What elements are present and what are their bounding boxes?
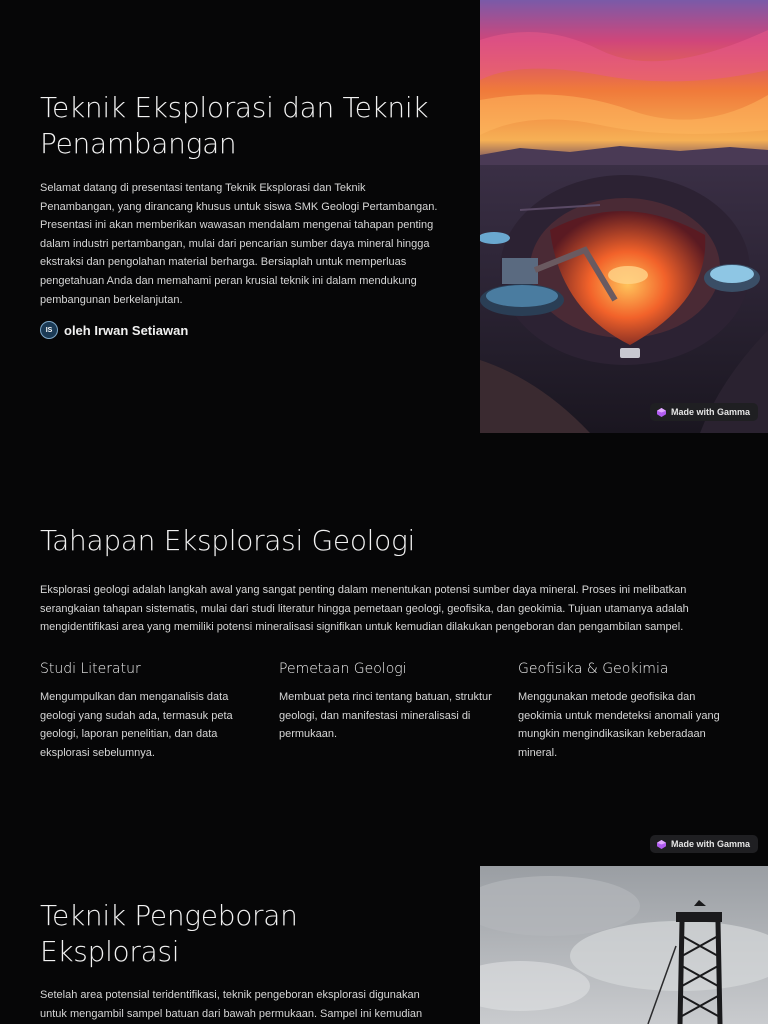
- slide-title: Teknik Eksplorasi dan Teknik Penambangan: [40, 91, 429, 160]
- made-with-gamma-badge[interactable]: [650, 403, 758, 421]
- slide-title: Tahapan Eksplorasi Geologi: [40, 524, 415, 557]
- slide-drilling: [0, 866, 768, 1024]
- column-text: Menggunakan metode geofisika dan geokimia untuk mendeteksi anomali yang mungkin mengindikasikan keberadaan mineral.: [518, 691, 720, 759]
- author-name: oleh Irwan Setiawan: [64, 322, 189, 338]
- author-byline: [40, 321, 188, 339]
- column-pemetaan-geologi: [279, 661, 494, 744]
- gamma-gem-icon: [657, 840, 666, 849]
- slide-body: Selamat datang di presentasi tentang Teknik Eksplorasi dan Teknik Penambangan, yang dirancang khusus untuk siswa SMK Geologi Pertambangan. Presentasi ini akan memberikan wawasan mendalam mengenai tahapan penting dalam industri pertambangan, mulai dari pencarian sumber daya mineral hingga ekstraksi dan pengolahan material berharga. Bersiaplah untuk memperluas pengetahuan Anda dan memahami peran krusial teknik ini dalam mendukung pembangunan berkelanjutan.: [40, 182, 438, 306]
- column-text: Membuat peta rinci tentang batuan, struktur geologi, dan manifestasi mineralisasi di permukaan.: [279, 691, 492, 741]
- badge-label: Made with Gamma: [670, 407, 750, 417]
- drilling-rig-photo: [480, 866, 768, 1024]
- slide-intro: [0, 0, 768, 433]
- column-heading: Studi Literatur: [40, 661, 141, 677]
- column-text: Mengumpulkan dan menganalisis data geologi yang sudah ada, termasuk peta geologi, laporan penelitian, dan data eksplorasi sebelumnya.: [40, 691, 233, 759]
- column-heading: Pemetaan Geologi: [279, 661, 407, 677]
- slide-intro-text: Eksplorasi geologi adalah langkah awal yang sangat penting dalam menentukan potensi sumber daya mineral. Proses ini melibatkan serangkaian tahapan sistematis, mulai dari studi literatur hingga pemetaan geologi, geofisika, dan geokimia. Tujuan utamanya adalah mengidentifikasi area yang memiliki potensi mineralisasi signifikan untuk kemudian dilakukan pengeboran dan pengambilan sampel.: [40, 584, 689, 634]
- avatar: IS: [40, 321, 58, 339]
- column-geofisika-geokimia: [518, 661, 733, 762]
- made-with-gamma-badge[interactable]: [650, 835, 758, 853]
- column-studi-literatur: [40, 661, 255, 762]
- slide-body: Setelah area potensial teridentifikasi, teknik pengeboran eksplorasi digunakan untuk mengambil sampel batuan dari bawah permukaan. Sampel ini kemudian: [40, 989, 423, 1020]
- drilling-rig-illustration: [480, 866, 768, 1024]
- slide-exploration-stages: [0, 485, 768, 865]
- gamma-gem-icon: [657, 408, 666, 417]
- badge-label: Made with Gamma: [670, 839, 750, 849]
- open-pit-mine-illustration: [480, 0, 768, 433]
- open-pit-mine-photo: [480, 0, 768, 433]
- column-heading: Geofisika & Geokimia: [518, 661, 669, 677]
- slide-title: Teknik Pengeboran Eksplorasi: [40, 899, 298, 968]
